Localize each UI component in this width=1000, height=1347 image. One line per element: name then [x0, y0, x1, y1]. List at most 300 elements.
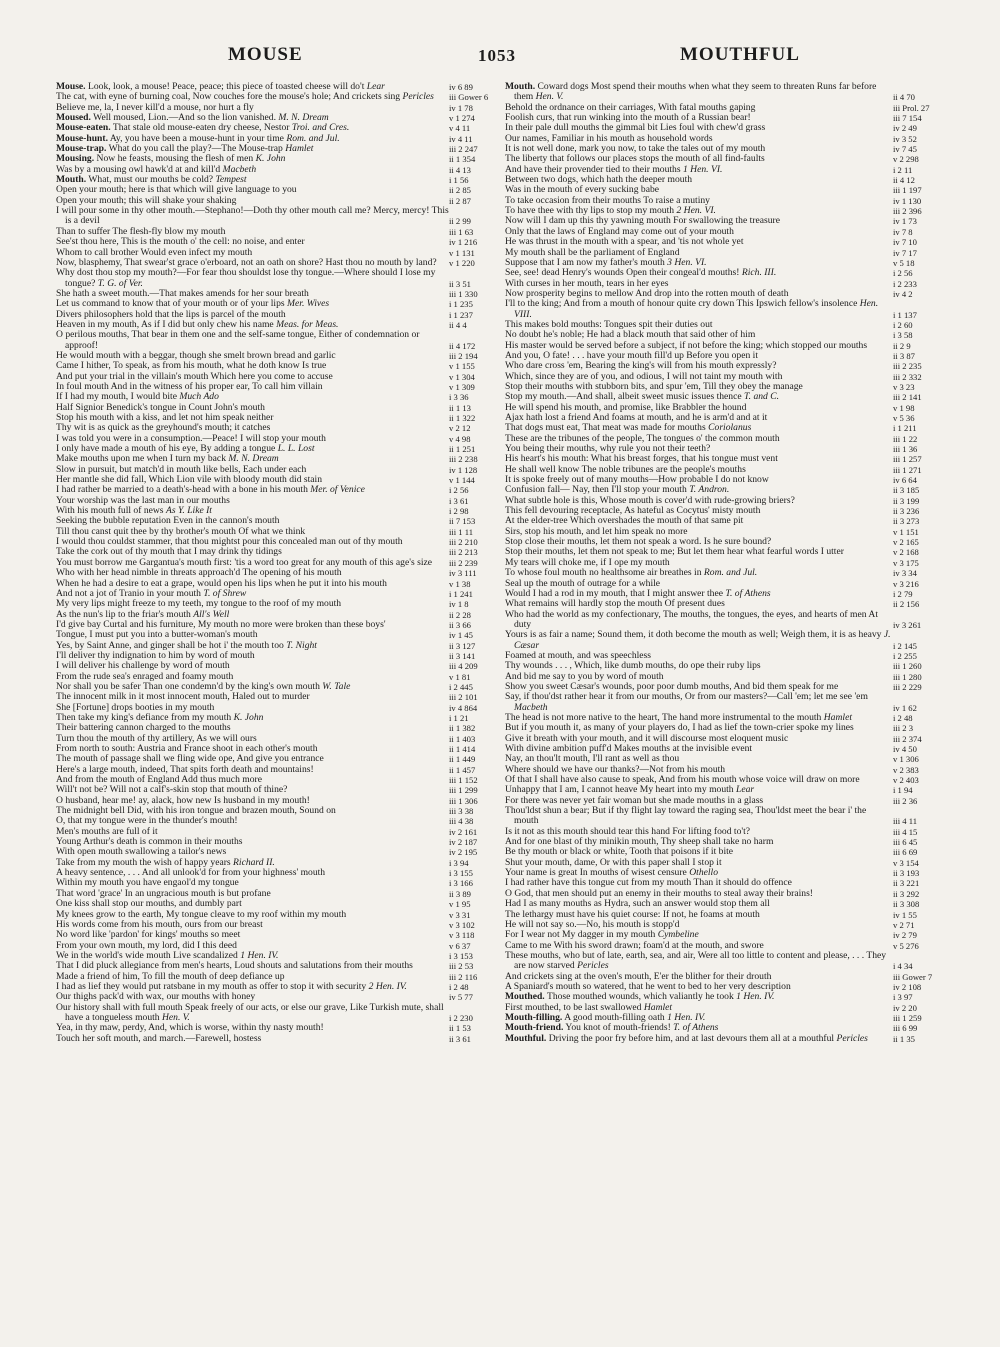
act-scene-line-reference: iii 2 53: [449, 961, 474, 972]
quotation-text: Whom to call brother Would even infect my mouth: [56, 246, 253, 258]
act-scene-line-reference: v 1 151: [893, 526, 919, 537]
quotation-text: Within my mouth you have engaol'd my tongue: [56, 877, 239, 889]
play-abbreviation: 1 Hen. VI.: [682, 163, 723, 175]
act-scene-line-reference: v 3 175: [893, 557, 919, 568]
act-scene-line-reference: iii 2 36: [893, 795, 918, 806]
act-scene-line-reference: iii 2 141: [893, 392, 922, 403]
act-scene-line-reference: ii 3 61: [449, 1033, 471, 1044]
act-scene-line-reference: iii 4 15: [893, 826, 918, 837]
play-abbreviation: 1 Hen. IV.: [736, 991, 775, 1003]
concordance-entry: [56, 330, 499, 351]
act-scene-line-reference: v 3 154: [893, 857, 919, 868]
quotation-text: Who had the world as my confectionary, The mouths, the tongues, the eyes, and hearts of men At duty: [505, 608, 878, 630]
quotation-text: That stale old mouse-eaten dry cheese, Nestor: [112, 122, 290, 134]
quotation-text: To take occasion from their mouths To raise a mutiny: [505, 194, 710, 206]
act-scene-line-reference: i 1 94: [893, 785, 913, 796]
act-scene-line-reference: iv 3 111: [449, 568, 477, 579]
headword: Moused.: [56, 112, 91, 124]
act-scene-line-reference: iii Prol. 27: [893, 102, 930, 113]
play-abbreviation: Hen. VIII.: [514, 298, 879, 320]
running-header: [0, 44, 1000, 74]
act-scene-line-reference: iii 2 194: [449, 350, 478, 361]
headword: Mouse-eaten.: [56, 122, 111, 134]
act-scene-line-reference: ii 1 354: [449, 154, 476, 165]
left-column: [56, 82, 499, 1340]
quotation-text: Give it breath with your mouth, and it will discourse most eloquent music: [505, 732, 789, 744]
play-abbreviation: T. of Athens: [725, 587, 771, 599]
act-scene-line-reference: v 5 276: [893, 940, 919, 951]
act-scene-line-reference: v 1 309: [449, 381, 475, 392]
quotation-text: From north to south: Austria and France shoot in each other's mouth: [56, 743, 318, 754]
play-abbreviation: T. and C.: [744, 391, 780, 403]
act-scene-line-reference: ii 1 251: [449, 444, 476, 455]
quotation-text: Who dare cross 'em, Bearing the king's will from his mouth expressly?: [505, 360, 777, 372]
concordance-entry: [505, 299, 943, 320]
act-scene-line-reference: iii 1 197: [893, 185, 922, 196]
entry-quote: [505, 806, 893, 827]
play-abbreviation: Othello: [689, 867, 718, 879]
act-scene-line-reference: v 5 36: [893, 413, 915, 423]
quotation-text: Which, since they are of you, and odious, I will not taint my mouth with: [505, 370, 783, 382]
quotation-text: Suppose that I am now my father's mouth: [505, 256, 665, 268]
quotation-text: But if you mouth it, as many of your players do, I had as lief the town-crier spoke my lines: [505, 722, 854, 734]
quotation-text: This makes bold mouths: Tongues spit their duties out: [505, 318, 713, 330]
act-scene-line-reference: i 2 60: [893, 319, 913, 330]
act-scene-line-reference: i 2 56: [893, 268, 913, 279]
act-scene-line-reference: iv 1 73: [893, 216, 917, 227]
quotation-text: My mouth shall be the parliament of England: [505, 246, 680, 258]
act-scene-line-reference: iv 2 187: [449, 837, 478, 848]
act-scene-line-reference: iii 2 238: [449, 454, 478, 465]
act-scene-line-reference: ii 1 457: [449, 764, 476, 775]
concordance-entry: [56, 268, 499, 289]
act-scene-line-reference: i 3 153: [449, 950, 473, 961]
quotation-text: If I had my mouth, I would bite: [56, 391, 177, 403]
quotation-text: That word 'grace' In an ungracious mouth is but profane: [56, 887, 271, 899]
act-scene-line-reference: ii 3 193: [893, 868, 920, 879]
quotation-text: At the elder-tree Which overshades the mouth of that same pit: [505, 515, 744, 527]
act-scene-line-reference: ii 3 221: [893, 878, 920, 889]
play-abbreviation: Hen. V.: [162, 1011, 190, 1023]
quotation-text: Now will I dam up this thy yawning mouth For swallowing the treasure: [505, 215, 780, 227]
quotation-text: What remains will hardly stop the mouth Of present dues: [505, 598, 725, 610]
act-scene-line-reference: iii 2 235: [893, 361, 922, 372]
play-abbreviation: T. G. of Ver.: [97, 277, 143, 289]
quotation-text: Show you sweet Cæsar's wounds, poor poor dumb mouths, And bid them speak for me: [505, 680, 839, 692]
play-abbreviation: Mer. of Venice: [310, 484, 365, 496]
quotation-text: And you, O fate! . . . have your mouth fill'd up Before you open it: [505, 349, 758, 361]
act-scene-line-reference: iii 6 69: [893, 847, 918, 858]
act-scene-line-reference: ii 4 12: [893, 175, 915, 186]
act-scene-line-reference: ii 7 153: [449, 516, 476, 527]
act-scene-line-reference: i 2 445: [449, 681, 473, 692]
quotation-text: Nay, an thou'lt mouth, I'll rant as well as thou: [505, 753, 680, 765]
entry-quote: [505, 299, 893, 320]
act-scene-line-reference: v 1 155: [449, 361, 475, 372]
act-scene-line-reference: v 3 23: [893, 381, 915, 392]
act-scene-line-reference: iv 1 55: [893, 909, 917, 920]
entry-quote: [505, 951, 893, 972]
quotation-text: From your own mouth, my lord, did I this deed: [56, 939, 237, 951]
quotation-text: Now prosperity begins to mellow And drop into the rotten mouth of death: [505, 287, 789, 299]
quotation-text: With open mouth swallowing a tailor's news: [56, 846, 227, 858]
act-scene-line-reference: v 1 220: [449, 257, 475, 268]
quotation-text: And from the mouth of England Add thus much more: [56, 774, 262, 786]
quotation-text: Who with her head nimble in threats approach'd The opening of his mouth: [56, 567, 342, 579]
headword: Mouth-filling.: [505, 1011, 563, 1023]
quotation-text: I was told you were in a consumption.—Peace! I will stop your mouth: [56, 432, 326, 444]
play-abbreviation: Cymbeline: [657, 929, 699, 941]
quotation-text: My knees grow to the earth, My tongue cleave to my roof within my mouth: [56, 908, 347, 920]
quotation-text: Foolish curs, that run winking into the mouth of a Russian bear!: [505, 112, 751, 124]
quotation-text: Why dost thou stop my mouth?—For fear thou shouldst lose thy tongue.—Where should I lose my tongue?: [56, 267, 436, 289]
act-scene-line-reference: iii 2 213: [449, 547, 478, 558]
act-scene-line-reference: iv 7 8: [893, 226, 913, 237]
quotation-text: She hath a sweet mouth.—That makes amends for her sour breath: [56, 287, 309, 299]
act-scene-line-reference: v 2 168: [893, 547, 919, 558]
play-abbreviation: 2 Hen. VI.: [676, 205, 716, 217]
act-scene-line-reference: iii Gower 7: [893, 971, 933, 982]
act-scene-line-reference: iv 1 45: [449, 630, 473, 641]
play-abbreviation: Lear: [736, 784, 755, 796]
quotation-text: His heart's his mouth: What his breast forges, that his tongue must vent: [505, 453, 778, 465]
act-scene-line-reference: iv 7 45: [893, 144, 917, 155]
quotation-text: What do you call the play?—The Mouse-trap: [108, 143, 283, 155]
quotation-text: Touch her soft mouth, and march.—Farewell, hostess: [56, 1032, 262, 1044]
play-abbreviation: Lear: [366, 82, 385, 92]
play-abbreviation: 3 Hen. VI.: [667, 256, 707, 268]
act-scene-line-reference: i 1 21: [449, 712, 469, 723]
quotation-text: A heavy sentence, . . . And all unlook'd for from your highness' mouth: [56, 867, 326, 879]
play-abbreviation: 2 Hen. IV.: [368, 980, 407, 992]
act-scene-line-reference: v 1 131: [449, 247, 475, 258]
act-scene-line-reference: v 1 274: [449, 113, 475, 124]
quotation-text: Open your mouth; this will shake your shaking: [56, 194, 237, 206]
act-scene-line-reference: iv 2 49: [893, 123, 917, 134]
act-scene-line-reference: ii 3 66: [449, 619, 471, 630]
quotation-text: With curses in her mouth, tears in her eyes: [505, 277, 669, 289]
quotation-text: For there was never yet fair woman but she made mouths in a glass: [505, 794, 764, 806]
act-scene-line-reference: iv 6 89: [449, 82, 473, 92]
act-scene-line-reference: ii 4 13: [449, 164, 471, 175]
quotation-text: What subtle hole is this, Whose mouth is cover'd with rude-growing briers?: [505, 494, 795, 506]
quotation-text: Slow in pursuit, but match'd in mouth like bells, Each under each: [56, 463, 307, 475]
play-abbreviation: Pericles: [577, 960, 609, 972]
quotation-text: You must borrow me Gargantua's mouth first: 'tis a word too great for any mouth of this age's size: [56, 556, 433, 568]
quotation-text: You being their mouths, why rule you not their teeth?: [505, 443, 711, 455]
act-scene-line-reference: i 2 98: [449, 506, 469, 517]
act-scene-line-reference: iii 1 63: [449, 226, 474, 237]
act-scene-line-reference: iv 2 108: [893, 981, 922, 992]
act-scene-line-reference: ii 2 9: [893, 340, 911, 351]
quotation-text: Divers philosophers hold that the lips is parcel of the mouth: [56, 308, 286, 320]
act-scene-line-reference: i 2 11: [893, 164, 913, 175]
play-abbreviation: Pericles: [402, 91, 434, 103]
act-scene-line-reference: ii 4 172: [449, 340, 476, 351]
act-scene-line-reference: iv 1 128: [449, 464, 478, 475]
right-guide-word: MOUTHFUL: [680, 44, 800, 65]
act-scene-line-reference: iv 1 78: [449, 102, 473, 113]
act-scene-line-reference: iv 7 17: [893, 247, 917, 258]
play-abbreviation: Rom. and Jul.: [703, 567, 758, 579]
quotation-text: Confusion fall— Nay, then I'll stop your mouth: [505, 484, 687, 496]
quotation-text: Heaven in my mouth, As if I did but only chew his name: [56, 318, 274, 330]
entry-quote: [505, 692, 893, 713]
quotation-text: Coward dogs Most spend their mouths when what they seem to threaten Runs far before them: [514, 82, 877, 103]
act-scene-line-reference: v 1 98: [893, 402, 915, 413]
act-scene-line-reference: ii 2 85: [449, 185, 471, 196]
quotation-text: Nor shall you be safer Than one condemn'd by the king's own mouth: [56, 680, 320, 692]
act-scene-line-reference: i 1 235: [449, 299, 473, 310]
act-scene-line-reference: i 2 48: [893, 712, 913, 723]
play-abbreviation: Rich. III.: [741, 267, 777, 279]
act-scene-line-reference: iii 2 239: [449, 557, 478, 568]
play-abbreviation: T. of Shrew: [203, 587, 247, 599]
quotation-text: Their battering cannon charged to the mouths: [56, 722, 231, 734]
act-scene-line-reference: iv 1 8: [449, 599, 469, 610]
act-scene-line-reference: v 3 216: [893, 578, 919, 589]
quotation-text: With divine ambition puff'd Makes mouths at the invisible event: [505, 743, 753, 754]
act-scene-line-reference: ii 1 414: [449, 744, 476, 754]
quotation-text: My tears will choke me, if I ope my mouth: [505, 556, 670, 568]
quotation-text: Your name is great In mouths of wisest censure: [505, 867, 687, 879]
quotation-text: That I did pluck allegiance from men's hearts, Loud shouts and salutations from their mouths: [56, 960, 413, 972]
quotation-text: As the nun's lip to the friar's mouth: [56, 608, 191, 620]
act-scene-line-reference: ii 3 308: [893, 899, 920, 910]
act-scene-line-reference: i 2 233: [893, 278, 917, 289]
quotation-text: I'll to the king; And from a mouth of honour quite cry down This Ipswich fellow's insolence: [505, 298, 858, 310]
act-scene-line-reference: ii 3 273: [893, 516, 920, 527]
act-scene-line-reference: ii 1 13: [449, 402, 471, 413]
headword: Mouth-friend.: [505, 1022, 564, 1034]
play-abbreviation: W. Tale: [322, 680, 351, 692]
act-scene-line-reference: v 4 98: [449, 433, 471, 444]
quotation-text: I'll deliver thy indignation to him by word of mouth: [56, 649, 255, 661]
act-scene-line-reference: iii 2 116: [449, 971, 478, 982]
play-abbreviation: Meas. for Meas.: [276, 318, 339, 330]
play-abbreviation: Rom. and Jul.: [286, 132, 340, 144]
act-scene-line-reference: iii 2 229: [893, 681, 922, 692]
play-abbreviation: M. N. Dream: [228, 453, 279, 465]
act-scene-line-reference: iii 2 247: [449, 144, 478, 155]
act-scene-line-reference: i 3 166: [449, 878, 473, 889]
quotation-text: To whose foul mouth no healthsome air breathes in: [505, 567, 702, 579]
play-abbreviation: Tempest: [215, 174, 247, 186]
quotation-text: Ay, you have been a mouse-hunt in your time: [109, 132, 284, 144]
play-abbreviation: T. of Athens: [673, 1022, 719, 1034]
act-scene-line-reference: i 2 230: [449, 1012, 473, 1023]
quotation-text: Was in the mouth of every sucking babe: [505, 184, 660, 196]
quotation-text: Open your mouth; here is that which will give language to you: [56, 184, 297, 196]
play-abbreviation: T. Night: [286, 639, 317, 651]
act-scene-line-reference: iv 2 20: [893, 1002, 917, 1013]
act-scene-line-reference: v 2 403: [893, 775, 919, 786]
headword: Mouth.: [505, 82, 536, 92]
quotation-text: In their pale dull mouths the gimmal bit Lies foul with chew'd grass: [505, 122, 766, 134]
play-abbreviation: Much Ado: [179, 391, 219, 403]
entry-quote: [505, 630, 893, 651]
quotation-text: To have thee with thy lips to stop my mouth: [505, 205, 675, 217]
act-scene-line-reference: iv 3 52: [893, 133, 917, 144]
quotation-text: Stop his mouth with a kiss, and let not him speak neither: [56, 412, 274, 423]
quotation-text: In foul mouth And in the witness of his proper ear, To call him villain: [56, 380, 323, 392]
quotation-text: These mouths, who but of late, earth, sea, and air, Were all too little to content and please, . . . They are now starved: [505, 949, 887, 972]
act-scene-line-reference: v 1 144: [449, 475, 475, 486]
act-scene-line-reference: v 6 37: [449, 940, 471, 951]
headword: Mouthful.: [505, 1032, 547, 1044]
act-scene-line-reference: i 2 255: [893, 650, 917, 661]
play-abbreviation: 1 Hen. IV.: [240, 949, 279, 961]
quotation-text: And crickets sing at the oven's mouth, E'er the blither for their drouth: [505, 970, 772, 982]
act-scene-line-reference: ii 4 70: [893, 92, 915, 103]
quotation-text: Half Signior Benedick's tongue in Count John's mouth: [56, 401, 265, 413]
act-scene-line-reference: i 1 137: [893, 309, 917, 320]
act-scene-line-reference: iv 1 62: [893, 702, 917, 713]
act-scene-line-reference: i 3 94: [449, 857, 469, 868]
act-scene-line-reference: v 5 18: [893, 257, 915, 268]
quotation-text: Behold the ordnance on their carriages, With fatal mouths gaping: [505, 101, 756, 113]
concordance-entry: [505, 806, 943, 827]
quotation-text: Turn thou the mouth of thy artillery, As we will ours: [56, 732, 257, 744]
quotation-text: Stop my mouth.—And shall, albeit sweet music issues thence: [505, 391, 742, 403]
act-scene-line-reference: iii 6 45: [893, 837, 918, 848]
quotation-text: Only that the laws of England may come out of your mouth: [505, 225, 734, 237]
act-scene-line-reference: v 1 304: [449, 371, 475, 382]
quotation-text: The head is not more native to the heart, The hand more instrumental to the mouth: [505, 711, 822, 723]
act-scene-line-reference: iii 4 209: [449, 661, 478, 672]
act-scene-line-reference: iii 1 271: [893, 464, 922, 475]
quotation-text: I had rather have this tongue cut from my mouth Than it should do offence: [505, 877, 792, 889]
concordance-entry: [505, 951, 943, 972]
quotation-text: The midnight bell Did, with his iron tongue and brazen mouth, Sound on: [56, 805, 336, 817]
quotation-text: This fell devouring receptacle, As hateful as Cocytus' misty mouth: [505, 505, 761, 517]
act-scene-line-reference: iii Gower 6: [449, 92, 489, 103]
play-abbreviation: Mer. Wives: [287, 298, 330, 310]
concordance-entry: [505, 610, 943, 631]
quotation-text: Young Arthur's death is common in their mouths: [56, 836, 243, 848]
headword: Mouth.: [56, 174, 87, 186]
quotation-text: Stop their mouths with stubborn bits, and spur 'em, Till they obey the manage: [505, 380, 803, 392]
quotation-text: Foamed at mouth, and was speechless: [505, 649, 652, 661]
act-scene-line-reference: v 3 31: [449, 909, 471, 920]
act-scene-line-reference: v 1 306: [893, 754, 919, 765]
quotation-text: I would thou couldst stammer, that thou mightst pour this concealed man out of thy mouth: [56, 536, 403, 548]
quotation-text: Your worship was the last man in our mouths: [56, 494, 230, 506]
quotation-text: One kiss shall stop our mouths, and dumbly part: [56, 898, 242, 910]
quotation-text: Made a friend of him, To fill the mouth of deep defiance up: [56, 970, 285, 982]
quotation-text: First mouthed, to be last swallowed: [505, 1001, 642, 1013]
quotation-text: And not a jot of Tranio in your mouth: [56, 587, 201, 599]
concordance-entry: [505, 630, 943, 651]
play-abbreviation: Macbeth: [514, 701, 548, 713]
act-scene-line-reference: ii 2 99: [449, 216, 471, 227]
act-scene-line-reference: iii 3 38: [449, 806, 474, 817]
quotation-text: Say, if thou'dst rather hear it from our mouths, Or from our masters?—Call 'em; let me see 'em: [505, 691, 868, 703]
quotation-text: That dogs must eat, That meat was made for mouths: [505, 422, 706, 434]
quotation-text: I only have made a mouth of his eye, By adding a tongue: [56, 443, 276, 455]
play-abbreviation: 1 Hen. IV.: [667, 1011, 706, 1023]
act-scene-line-reference: i 3 36: [449, 392, 469, 403]
quotation-text: For I wear not My dagger in my mouth: [505, 929, 656, 941]
quotation-text: Yea, in thy maw, perdy, And, which is worse, within thy nasty mouth!: [56, 1022, 324, 1034]
act-scene-line-reference: ii 3 199: [893, 495, 920, 506]
quotation-text: O perilous mouths, That bear in them one and the self-same tongue, Either of condemnation or approof!: [56, 329, 420, 351]
quotation-text: He will not say so.—No, his mouth is stopp'd: [505, 918, 680, 930]
act-scene-line-reference: iii 1 152: [449, 775, 478, 786]
act-scene-line-reference: iv 4 50: [893, 744, 917, 754]
act-scene-line-reference: iii 2 332: [893, 371, 922, 382]
act-scene-line-reference: v 2 165: [893, 537, 919, 548]
quotation-text: Shut your mouth, dame, Or with this paper shall I stop it: [505, 856, 722, 868]
quotation-text: He shall well know The noble tribunes are the people's mouths: [505, 463, 746, 475]
play-abbreviation: Hamlet: [285, 143, 314, 155]
act-scene-line-reference: v 3 102: [449, 919, 475, 930]
quotation-text: Make mouths upon me when I turn my back: [56, 453, 226, 465]
quotation-text: These are the tribunes of the people, The tongues o' the common mouth: [505, 432, 780, 444]
quotation-text: Stop close their mouths, let them not speak a word. Is he sure bound?: [505, 536, 772, 548]
quotation-text: Will't not be? Will not a calf's-skin stop that mouth of thine?: [56, 784, 288, 796]
act-scene-line-reference: i 1 237: [449, 309, 473, 320]
act-scene-line-reference: i 2 56: [449, 485, 469, 496]
quotation-text: Well moused, Lion.—And so the lion vanished.: [93, 112, 276, 124]
play-abbreviation: T. Andron.: [689, 484, 730, 496]
quotation-text: Our thighs pack'd with wax, our mouths with honey: [56, 991, 256, 1003]
quotation-text: Sirs, stop his mouth, and let him speak no more: [505, 525, 688, 537]
quotation-text: Those mouthed wounds, which valiantly he took: [546, 991, 734, 1003]
quotation-text: Came I hither, To speak, as from his mouth, what he doth know Is true: [56, 360, 327, 372]
quotation-text: Seeking the bubble reputation Even in the cannon's mouth: [56, 515, 280, 527]
quotation-text: Would I had a rod in my mouth, that I might answer thee: [505, 587, 723, 599]
quotation-text: Then take my king's defiance from my mouth: [56, 711, 232, 723]
quotation-text: And put your trial in the villain's mouth Which here you come to accuse: [56, 370, 333, 382]
quotation-text: Ajax hath lost a friend And foams at mouth, and he is arm'd and at it: [505, 412, 768, 423]
play-abbreviation: K. John: [255, 153, 286, 165]
act-scene-line-reference: ii 3 185: [893, 485, 920, 496]
concordance-entry: [505, 692, 943, 713]
concordance-entry: [505, 1034, 943, 1044]
concordance-entry: [56, 206, 499, 227]
quotation-text: And for one blast of thy minikin mouth, Thy sheep shall take no harm: [505, 836, 774, 848]
act-scene-line-reference: i 2 48: [449, 981, 469, 992]
act-scene-line-reference: iii 1 257: [893, 454, 922, 465]
quotation-text: I had rather be married to a death's-head with a bone in his mouth: [56, 484, 308, 496]
act-scene-line-reference: ii 1 35: [893, 1033, 915, 1044]
act-scene-line-reference: i 2 79: [893, 588, 913, 599]
act-scene-line-reference: ii 3 51: [449, 278, 471, 289]
quotation-text: When he had a desire to eat a grape, would open his lips when he put it into his mouth: [56, 577, 387, 589]
act-scene-line-reference: iv 4 2: [893, 288, 913, 299]
quotation-text: Seal up the mouth of outrage for a while: [505, 577, 661, 589]
act-scene-line-reference: i 2 145: [893, 640, 917, 651]
quotation-text: He was thrust in the mouth with a spear, and 'tis not whole yet: [505, 236, 744, 248]
act-scene-line-reference: iii 1 11: [449, 526, 474, 537]
act-scene-line-reference: iv 5 77: [449, 992, 473, 1003]
act-scene-line-reference: ii 2 87: [449, 195, 471, 206]
quotation-text: No word like 'pardon' for kings' mouths so meet: [56, 929, 241, 941]
headword: Mouse-hunt.: [56, 132, 108, 144]
headword: Mouthed.: [505, 991, 545, 1003]
act-scene-line-reference: ii 3 141: [449, 650, 476, 661]
quotation-text: Thou'ldst shun a bear; But if thy flight lay toward the raging sea, Thou'ldst meet the bear i' the mouth: [505, 805, 867, 827]
quotation-text: Now he feasts, mousing the flesh of men: [96, 153, 254, 165]
concordance-entry: [505, 82, 943, 103]
quotation-text: Tongue, I must put you into a butter-woman's mouth: [56, 629, 258, 641]
act-scene-line-reference: iii 2 3: [893, 723, 914, 734]
headword: Mouse-trap.: [56, 143, 107, 155]
act-scene-line-reference: ii 2 28: [449, 609, 471, 620]
entry-quote: [505, 1034, 893, 1044]
play-abbreviation: Coriolanus: [708, 422, 752, 434]
